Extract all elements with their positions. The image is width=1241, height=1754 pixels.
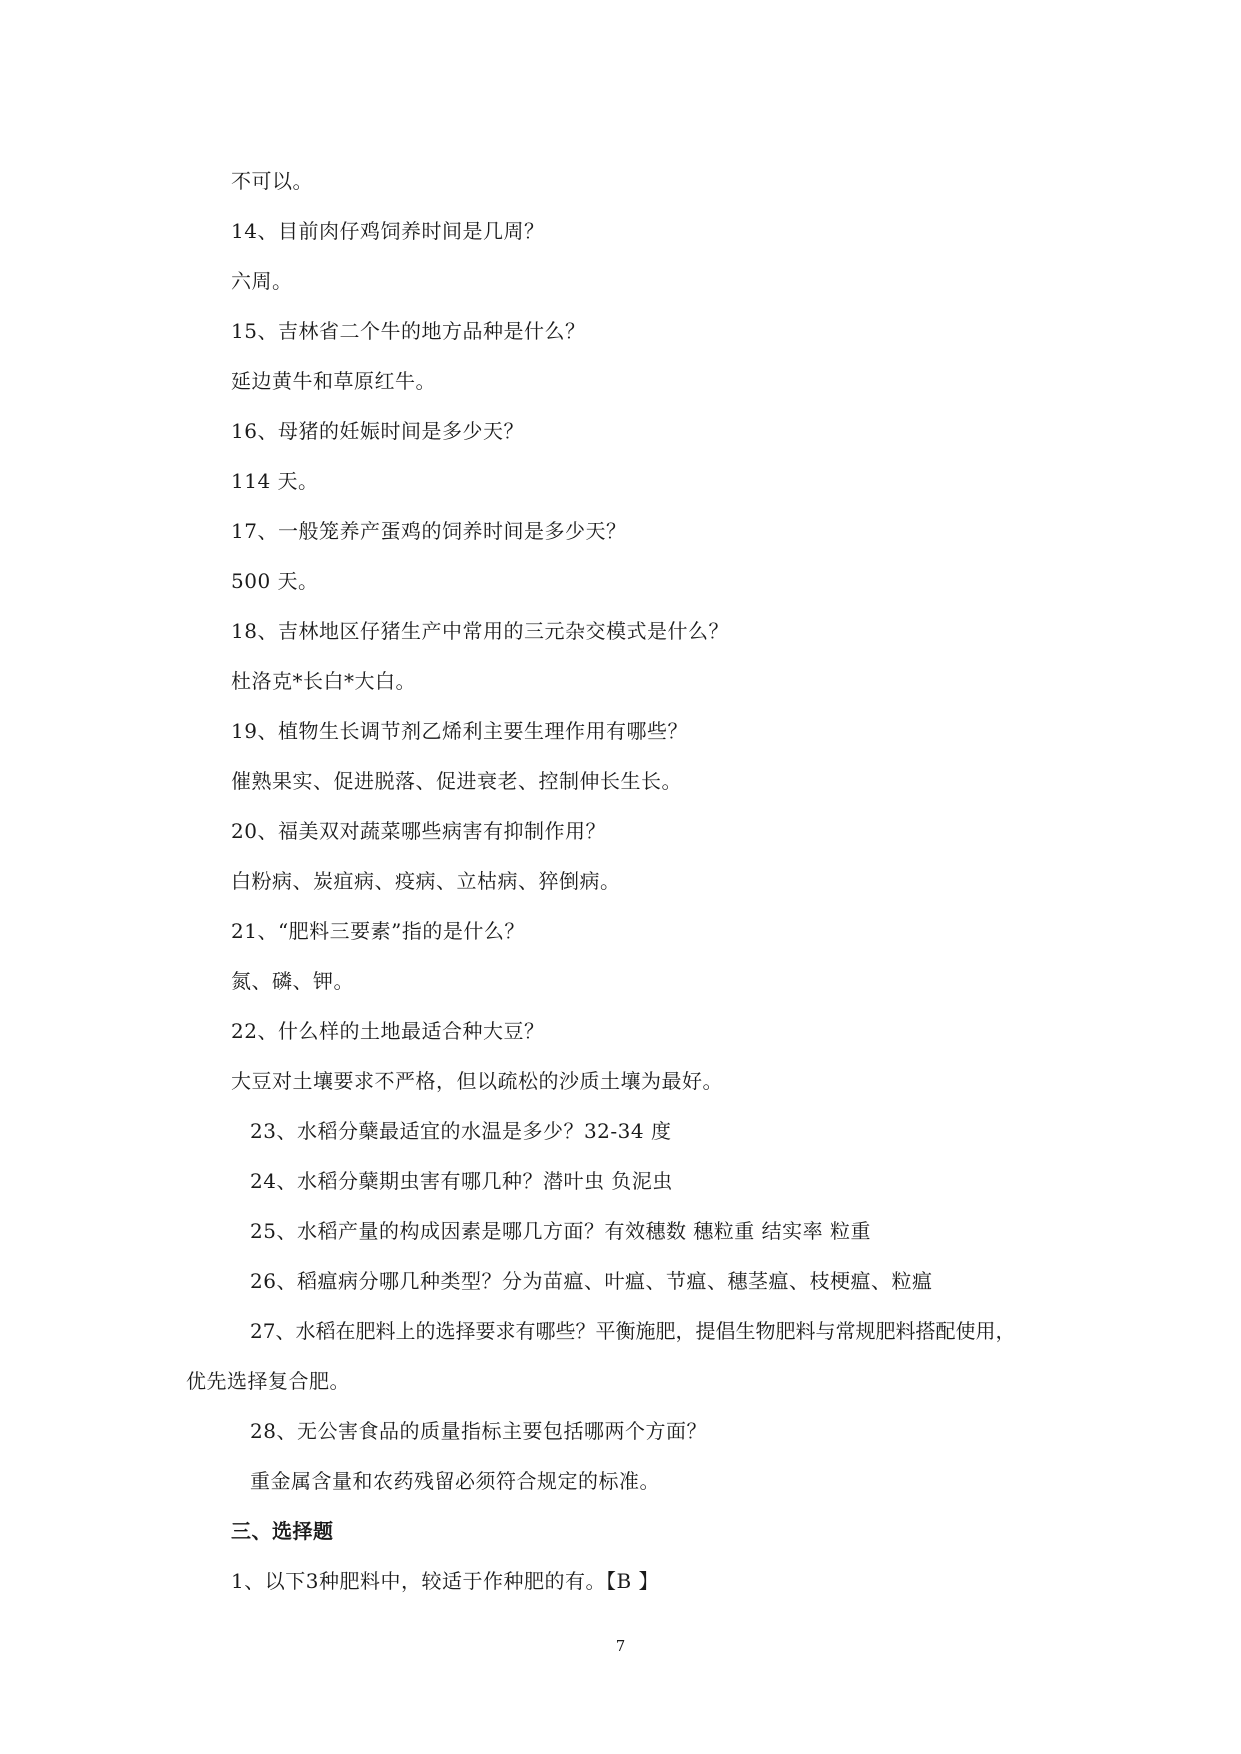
answer-17: 500 天。 <box>231 569 319 593</box>
answer-16: 114 天。 <box>231 469 319 493</box>
question-16: 16、母猪的妊娠时间是多少天？ <box>231 419 524 443</box>
answer-20: 白粉病、炭疽病、疫病、立枯病、猝倒病。 <box>231 869 621 893</box>
answer-15: 延边黄牛和草原红牛。 <box>231 369 436 393</box>
answer-18: 杜洛克*长白*大白。 <box>231 669 416 693</box>
question-19: 19、植物生长调节剂乙烯利主要生理作用有哪些？ <box>231 719 688 743</box>
question-23: 23、水稻分蘖最适宜的水温是多少？32-34 度 <box>250 1119 672 1143</box>
choice-question-1: 1、以下3种肥料中，较适于作种肥的有。【B 】 <box>231 1569 660 1593</box>
question-27: 27、水稻在肥料上的选择要求有哪些？平衡施肥，提倡生物肥料与常规肥料搭配使用， <box>250 1319 1016 1343</box>
question-26: 26、稻瘟病分哪几种类型？分为苗瘟、叶瘟、节瘟、穗茎瘟、枝梗瘟、粒瘟 <box>250 1269 933 1293</box>
answer-28: 重金属含量和农药残留必须符合规定的标准。 <box>250 1469 660 1493</box>
question-18: 18、吉林地区仔猪生产中常用的三元杂交模式是什么？ <box>231 619 729 643</box>
answer-22: 大豆对土壤要求不严格，但以疏松的沙质土壤为最好。 <box>231 1069 723 1093</box>
question-14: 14、目前肉仔鸡饲养时间是几周？ <box>231 219 545 243</box>
question-25: 25、水稻产量的构成因素是哪几方面？有效穗数 穗粒重 结实率 粒重 <box>250 1219 872 1243</box>
question-17: 17、一般笼养产蛋鸡的饲养时间是多少天？ <box>231 519 627 543</box>
question-20: 20、福美双对蔬菜哪些病害有抑制作用？ <box>231 819 606 843</box>
section-heading: 三、选择题 <box>231 1519 334 1543</box>
answer-14: 六周。 <box>231 269 293 293</box>
page-number: 7 <box>615 1637 626 1655</box>
question-24: 24、水稻分蘖期虫害有哪几种？潜叶虫 负泥虫 <box>250 1169 673 1193</box>
question-21: 21、“肥料三要素”指的是什么？ <box>231 919 525 943</box>
question-28: 28、无公害食品的质量指标主要包括哪两个方面？ <box>250 1419 707 1443</box>
answer-13: 不可以。 <box>231 169 313 193</box>
question-15: 15、吉林省二个牛的地方品种是什么？ <box>231 319 586 343</box>
question-22: 22、什么样的土地最适合种大豆？ <box>231 1019 545 1043</box>
answer-19: 催熟果实、促进脱落、促进衰老、控制伸长生长。 <box>231 769 682 793</box>
answer-21: 氮、磷、钾。 <box>231 969 354 993</box>
question-27-continued: 优先选择复合肥。 <box>186 1369 350 1393</box>
